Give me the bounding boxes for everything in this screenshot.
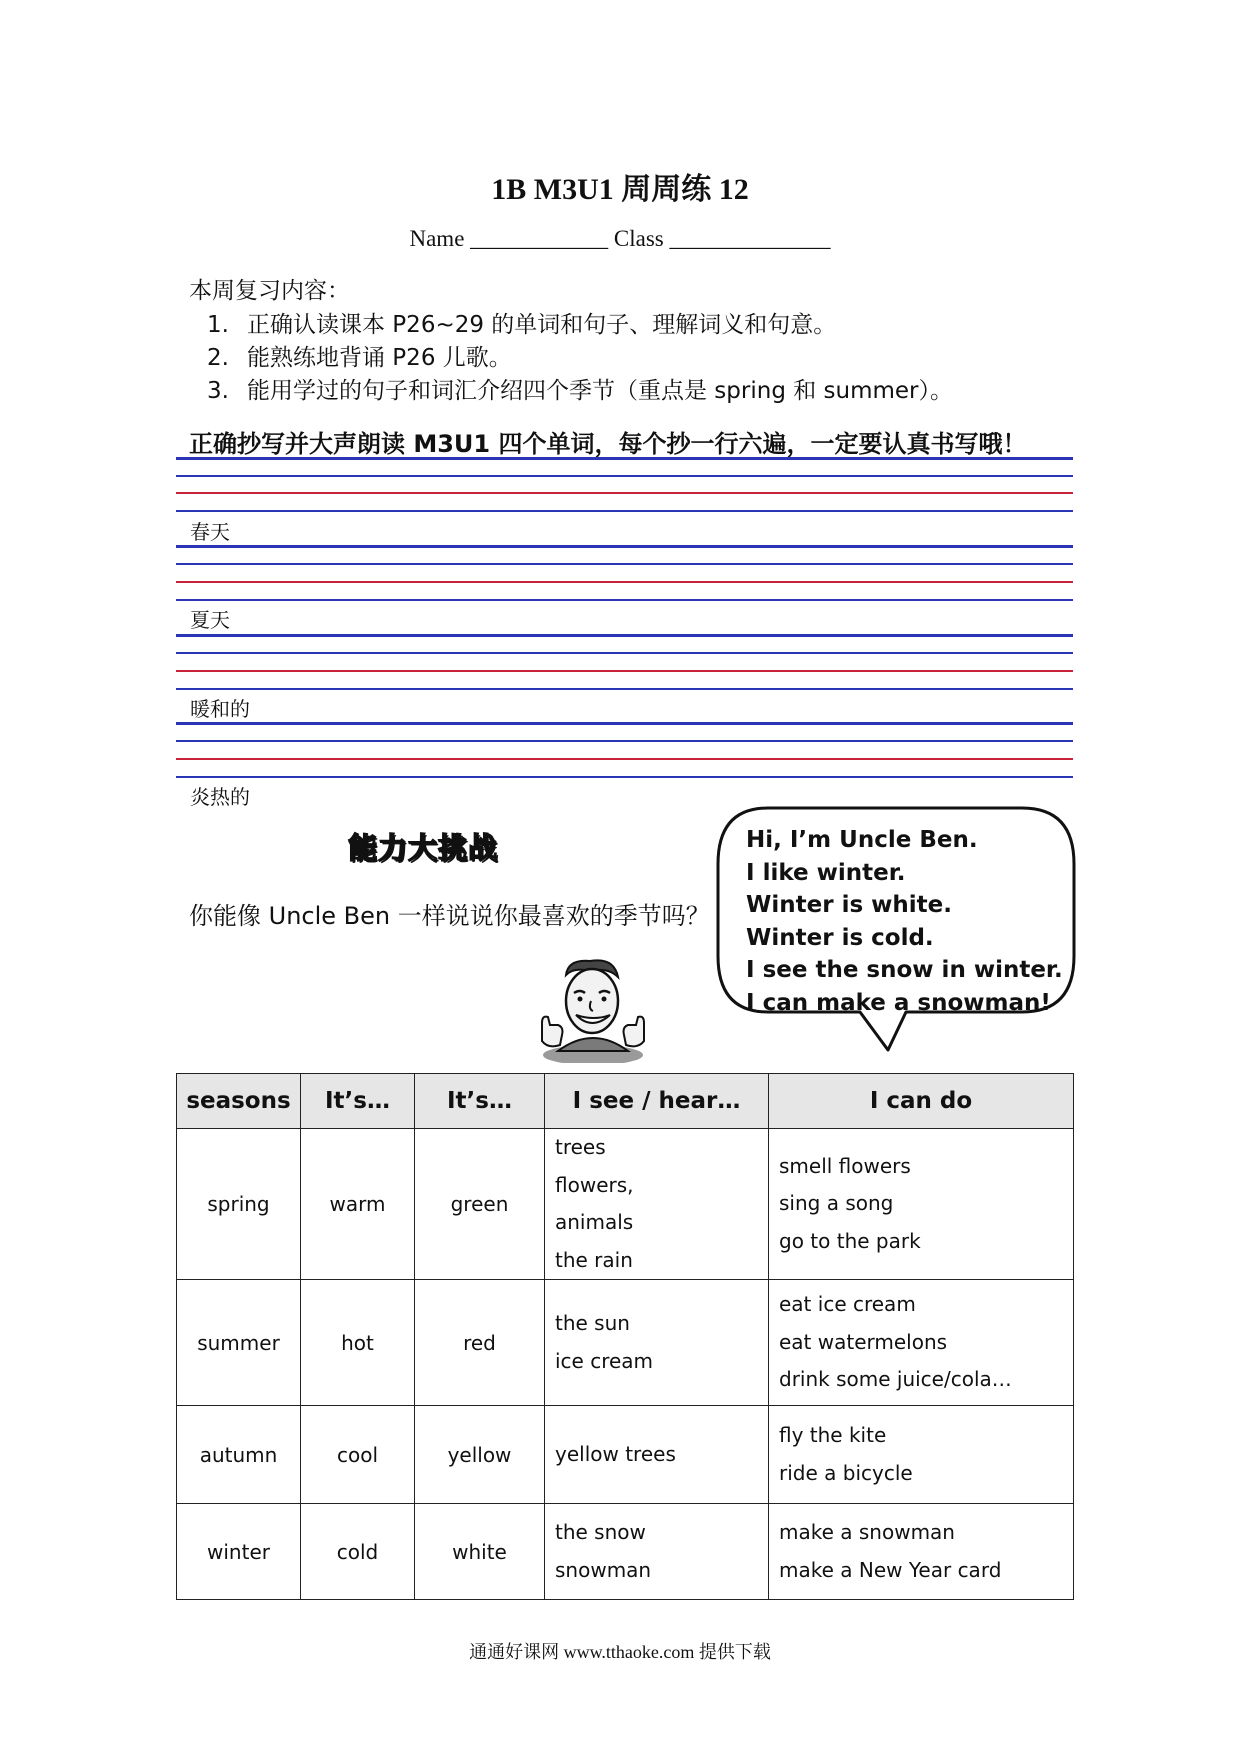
writing-line: [176, 581, 1073, 583]
writing-line: [176, 670, 1073, 672]
review-item-text: 能熟练地背诵 P26 儿歌。: [247, 345, 512, 371]
table-row: [177, 1406, 1074, 1504]
list-item: the rain: [555, 1247, 633, 1272]
writing-line: [176, 492, 1073, 494]
writing-line: [176, 758, 1073, 760]
header-its: It’s…: [415, 1074, 545, 1129]
header-i-see-hear: I see / hear…: [545, 1074, 769, 1129]
color-cell: yellow: [415, 1406, 545, 1504]
footer-credit: 通通好课网 www.tthaoke.com 提供下载: [469, 1642, 771, 1662]
header-its: It’s…: [301, 1074, 415, 1129]
review-item: [207, 372, 953, 405]
challenge-title: 能力大挑战: [348, 831, 499, 865]
copy-exercise-heading: 正确抄写并大声朗读 M3U1 四个单词，每个抄一行六遍，一定要认真书写哦！: [189, 430, 1027, 458]
review-item: [207, 306, 836, 339]
table-row: [177, 1504, 1074, 1600]
bubble-line: I see the snow in winter.: [746, 957, 1063, 983]
list-item: make a snowman: [779, 1520, 955, 1544]
season-cell: autumn: [177, 1406, 301, 1504]
word-label-spring: 春天: [190, 520, 230, 544]
temperature-cell: cool: [301, 1406, 415, 1504]
review-item-number: 1.: [207, 312, 229, 338]
table-row: [177, 1129, 1074, 1280]
review-item: [207, 339, 512, 372]
season-cell: spring: [177, 1129, 301, 1280]
table-header-row: [177, 1074, 1074, 1129]
list-item: snowman: [555, 1557, 652, 1582]
can-do-cell: [769, 1406, 1074, 1504]
see-hear-cell: [545, 1406, 769, 1504]
table-row: [177, 1280, 1074, 1406]
review-item-text: 正确认读课本 P26~29 的单词和句子、理解词义和句意。: [247, 312, 837, 338]
list-item: animals: [555, 1210, 634, 1234]
writing-line: [176, 510, 1073, 512]
color-cell: green: [415, 1129, 545, 1280]
bubble-line: Hi, I’m Uncle Ben.: [746, 827, 978, 853]
color-cell: red: [415, 1280, 545, 1406]
see-hear-cell: [545, 1129, 769, 1280]
list-item: the snow: [555, 1520, 646, 1544]
writing-line: [176, 688, 1073, 690]
review-item-number: 2.: [207, 345, 229, 371]
list-item: fly the kite: [779, 1423, 887, 1447]
list-item: yellow trees: [555, 1441, 676, 1466]
list-item: flowers,: [555, 1172, 634, 1197]
temperature-cell: cold: [301, 1504, 415, 1600]
smiling-boy-thumbs-up-icon: [528, 955, 658, 1063]
word-label-summer: 夏天: [190, 608, 230, 632]
challenge-question: 你能像 Uncle Ben 一样说说你最喜欢的季节吗？: [189, 902, 710, 930]
list-item: eat watermelons: [779, 1329, 948, 1354]
name-class-line: Name ____________ Class ______________: [409, 226, 831, 251]
writing-line: [176, 599, 1073, 601]
review-item-number: 3.: [207, 378, 229, 404]
bubble-line: Winter is cold.: [746, 924, 934, 951]
list-item: smell flowers: [779, 1153, 911, 1178]
temperature-cell: hot: [301, 1280, 415, 1406]
writing-line: [176, 652, 1073, 654]
can-do-cell: [769, 1129, 1074, 1280]
writing-line: [176, 457, 1073, 460]
word-label-hot: 炎热的: [190, 785, 250, 809]
writing-line: [176, 722, 1073, 725]
temperature-cell: warm: [301, 1129, 415, 1280]
list-item: eat ice cream: [779, 1292, 916, 1317]
color-cell: white: [415, 1504, 545, 1600]
word-label-warm: 暖和的: [190, 697, 250, 721]
page-title: 1B M3U1 周周练 12: [491, 173, 749, 206]
bubble-line: I can make a snowman!: [746, 989, 1051, 1016]
seasons-table: [176, 1073, 1074, 1600]
list-item: the sun: [555, 1311, 630, 1335]
list-item: ride a bicycle: [779, 1460, 913, 1485]
list-item: sing a song: [779, 1191, 894, 1216]
list-item: go to the park: [779, 1228, 921, 1253]
season-cell: winter: [177, 1504, 301, 1600]
bubble-line: I like winter.: [746, 859, 906, 886]
review-heading: 本周复习内容：: [189, 278, 350, 304]
writing-line: [176, 776, 1073, 778]
can-do-cell: [769, 1280, 1074, 1406]
header-i-can-do: I can do: [769, 1074, 1074, 1129]
list-item: make a New Year card: [779, 1557, 1002, 1582]
header-seasons: seasons: [177, 1074, 301, 1129]
can-do-cell: [769, 1504, 1074, 1600]
writing-line: [176, 475, 1073, 477]
bubble-line: Winter is white.: [746, 892, 952, 918]
writing-line: [176, 740, 1073, 742]
see-hear-cell: [545, 1504, 769, 1600]
season-cell: summer: [177, 1280, 301, 1406]
review-item-text: 能用学过的句子和词汇介绍四个季节（重点是 spring 和 summer）。: [247, 378, 954, 404]
writing-line: [176, 545, 1073, 548]
list-item: drink some juice/cola…: [779, 1367, 1012, 1392]
see-hear-cell: [545, 1280, 769, 1406]
speech-bubble-text: [746, 824, 1063, 1019]
list-item: ice cream: [555, 1348, 654, 1373]
writing-line: [176, 634, 1073, 637]
list-item: trees: [555, 1135, 606, 1159]
writing-line: [176, 563, 1073, 565]
